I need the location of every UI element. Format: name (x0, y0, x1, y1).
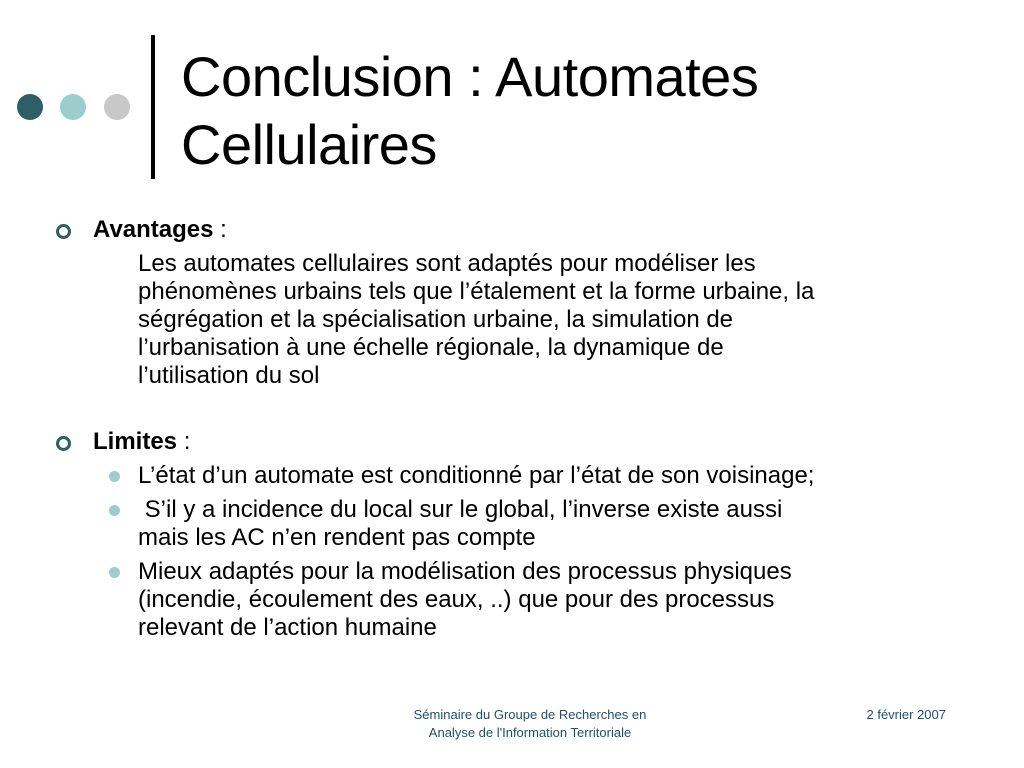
decorative-dot-teal (60, 94, 86, 120)
footer-date: 2 février 2007 (866, 707, 946, 722)
limites-item (138, 558, 958, 642)
limites-item-line: L’état d’un automate est conditionné par l’état de son voisinage; (138, 462, 815, 489)
avantages-line: l’urbanisation à une échelle régionale, la dynamique de (138, 334, 724, 361)
limites-item-line: (incendie, écoulement des eaux, ..) que pour des processus (138, 586, 775, 613)
limites-label: Limites (93, 428, 178, 455)
dot-bullet-icon (109, 471, 120, 482)
limites-item-line: Mieux adaptés pour la modélisation des processus physiques (138, 558, 792, 585)
footer-line-2: Analyse de l'Information Territoriale (428, 725, 632, 740)
dot-bullet-icon (109, 567, 120, 578)
avantages-line: ségrégation et la spécialisation urbaine, la simulation de (138, 306, 734, 333)
slide-title (181, 43, 981, 179)
avantages-line: phénomènes urbains tels que l’étalement et la forme urbaine, la (138, 278, 815, 305)
footer-seminar (380, 706, 680, 742)
avantages-line: Les automates cellulaires sont adaptés pour modéliser les (138, 250, 756, 277)
limites-item-line: mais les AC n’en rendent pas compte (138, 524, 536, 551)
title-divider (151, 35, 155, 179)
limites-item-line: relevant de l’action humaine (138, 614, 437, 641)
dot-bullet-icon (109, 505, 120, 516)
avantages-label: Avantages (93, 216, 214, 243)
avantages-heading (93, 216, 973, 244)
decorative-dot-grey (104, 94, 130, 120)
avantages-paragraph (138, 250, 958, 390)
avantages-line: l’utilisation du sol (138, 362, 320, 389)
slide-title-line-2: Cellulaires (181, 113, 437, 176)
limites-colon: : (177, 428, 191, 455)
slide-title-line-1: Conclusion : Automates (181, 45, 759, 108)
footer-line-1: Séminaire du Groupe de Recherches en (413, 707, 647, 722)
decorative-dot-dark (17, 94, 43, 120)
limites-heading (93, 428, 973, 456)
avantages-colon: : (213, 216, 227, 243)
limites-item (138, 462, 958, 490)
limites-item (138, 496, 958, 552)
limites-item-line: S’il y a incidence du local sur le global, l’inverse existe aussi (138, 496, 783, 523)
ring-bullet-icon (56, 436, 71, 451)
ring-bullet-icon (56, 224, 71, 239)
